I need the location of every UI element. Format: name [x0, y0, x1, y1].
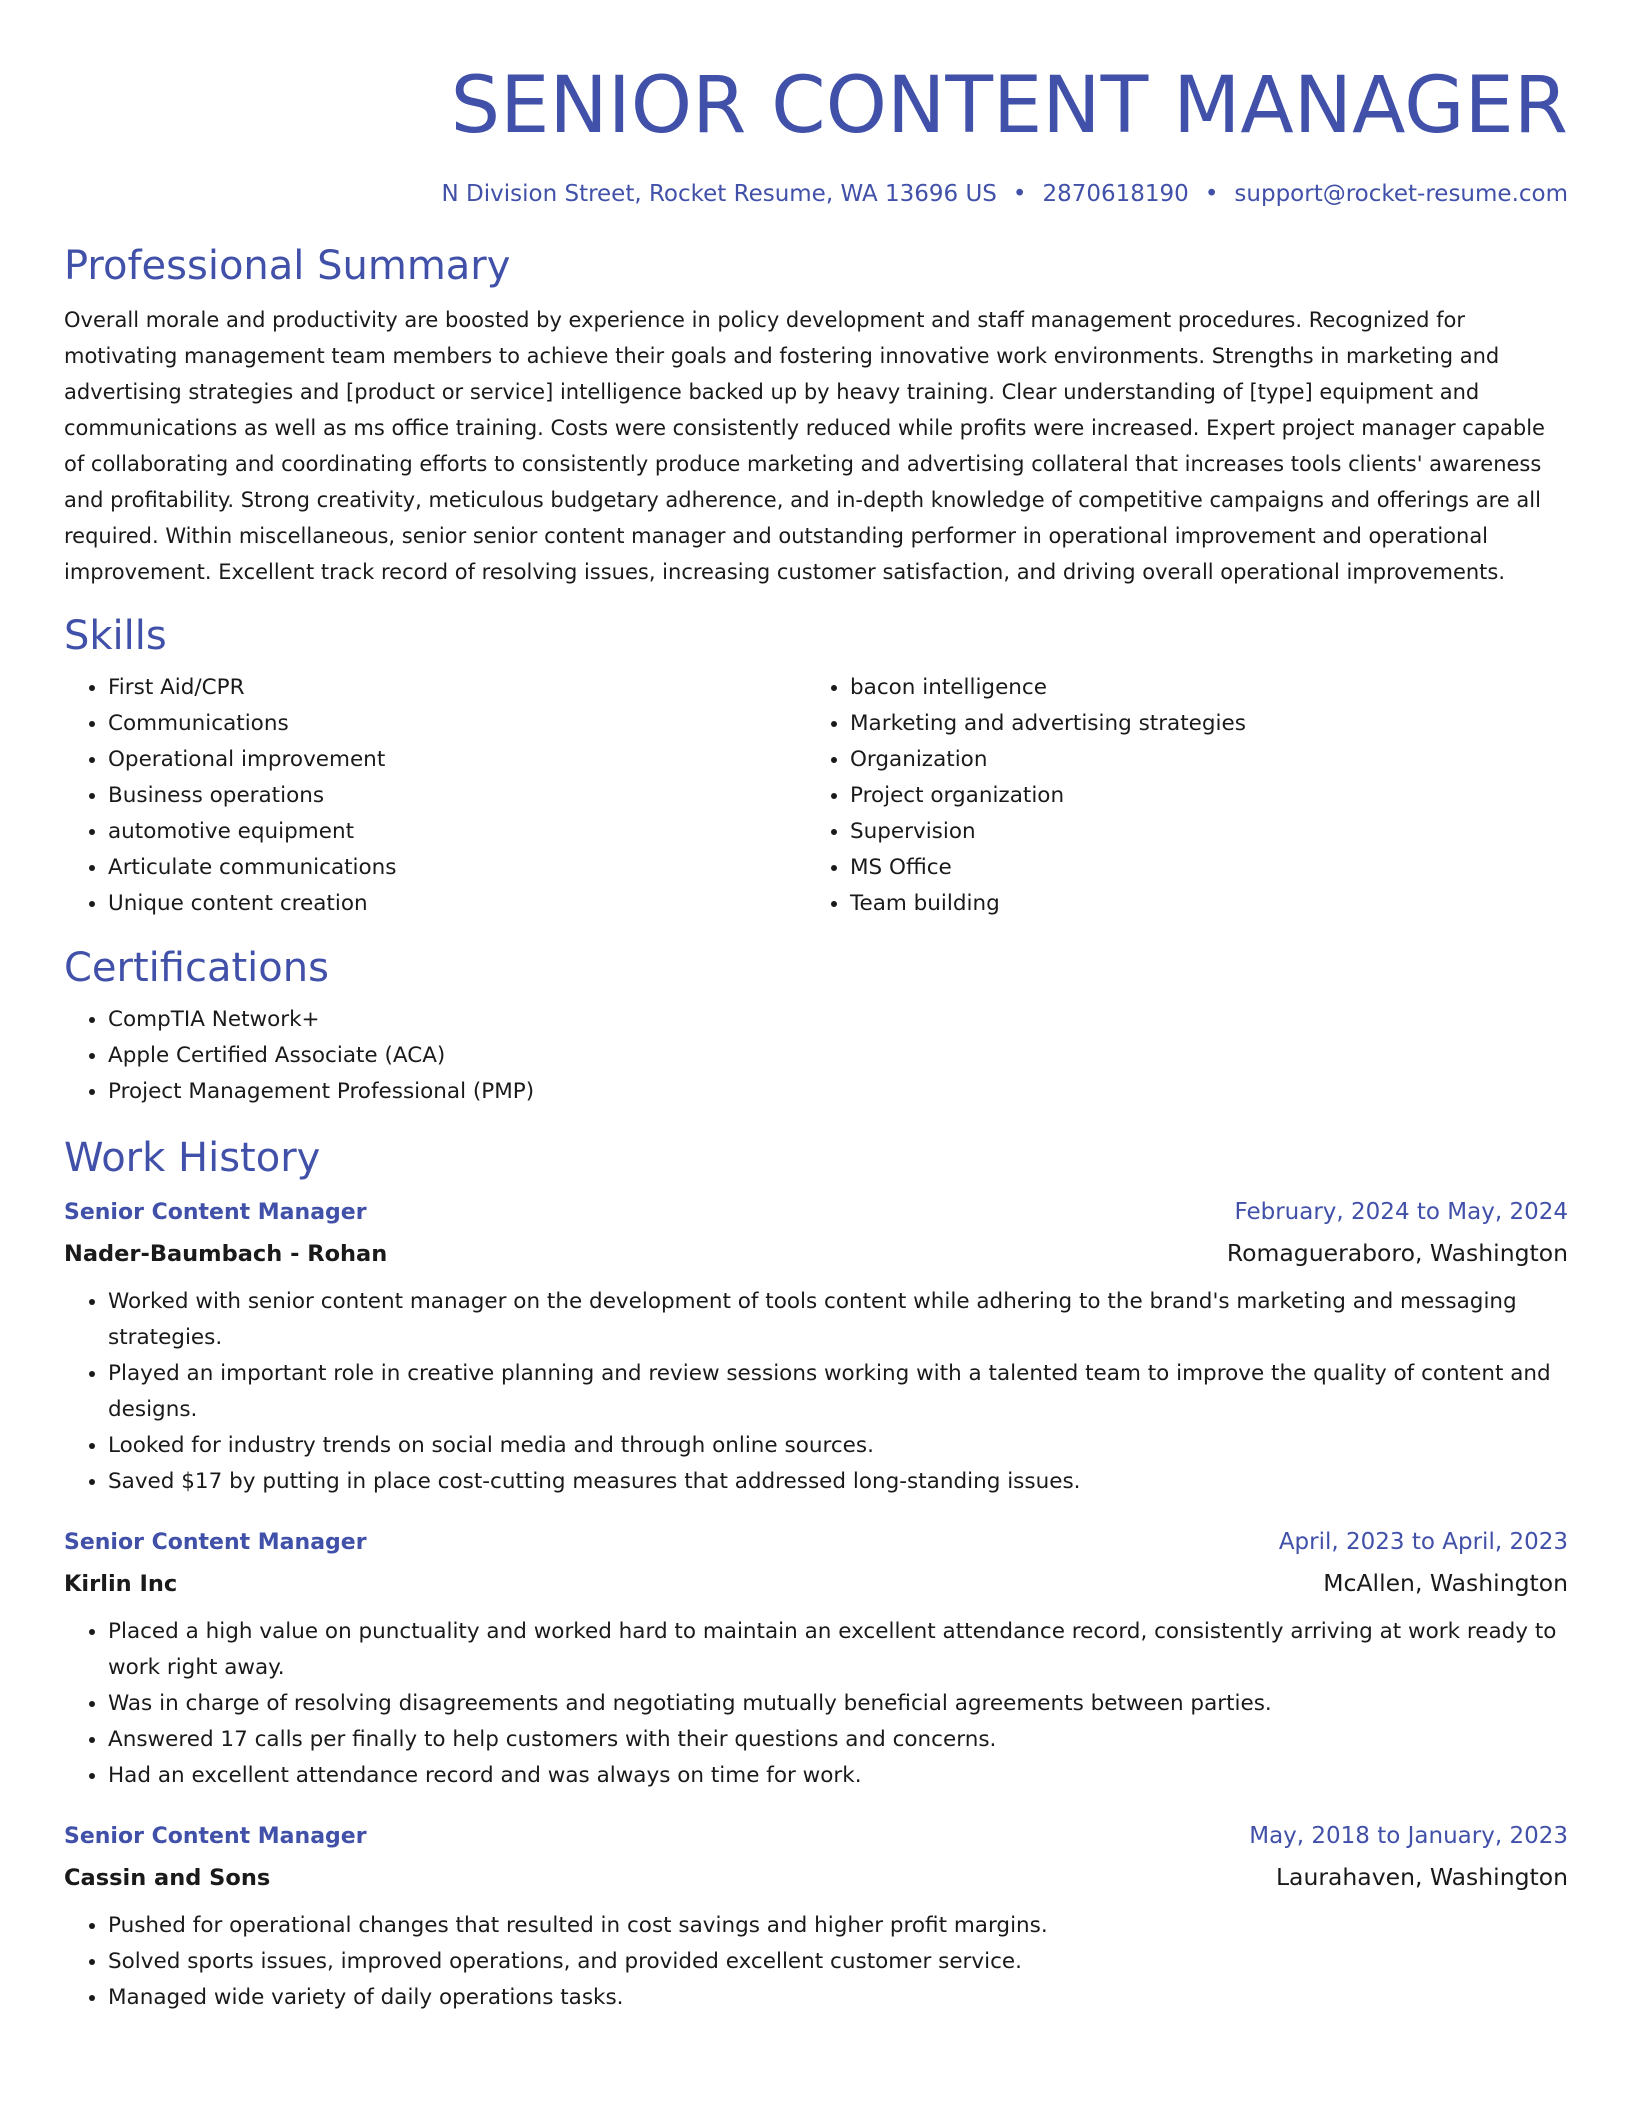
- work-history-section: [64, 1132, 1568, 2016]
- job-company-row: [64, 1563, 1568, 1604]
- skill-item: • Unique content creation: [108, 886, 806, 922]
- certification-item: • CompTIA Network+: [108, 1002, 1568, 1038]
- section-heading-certifications: Certifications: [64, 945, 329, 991]
- job-location: Laurahaven, Washington: [1275, 1863, 1568, 1891]
- job-bullets: [64, 1908, 1568, 2016]
- skill-item: • Marketing and advertising strategies: [850, 706, 1548, 742]
- skill-item: • bacon intelligence: [850, 670, 1548, 706]
- section-heading-skills: Skills: [64, 613, 167, 659]
- job-entry: [64, 1522, 1568, 1794]
- resume-title: SENIOR CONTENT MANAGER: [450, 61, 1568, 151]
- job-bullet: • Looked for industry trends on social media and through online sources.: [108, 1428, 1568, 1464]
- skills-list-right: [806, 670, 1548, 922]
- job-title: Senior Content Manager: [64, 1824, 367, 1849]
- summary-text: Overall morale and productivity are boosted by experience in policy development and staff management procedures. Recognized for motivating management team members to achieve their goals and fostering innovative work environments. Strengths in marketing and advertising strategies and [product or service] intelligence backed up by heavy training. Clear understanding of [type] equipment and communications as well as ms office training. Costs were consistently reduced while profits were increased. Expert project manager capable of collaborating and coordinating efforts to consistently produce marketing and advertising collateral that increases tools clients' awareness and profitability. Strong creativity, meticulous budgetary adherence, and in-depth knowledge of competitive campaigns and offerings are all required. Within miscellaneous, senior senior content manager and outstanding performer in operational improvement and operational improvement. Excellent track record of resolving issues, increasing customer satisfaction, and driving overall operational improvements.: [64, 308, 1545, 584]
- skill-item: • Business operations: [108, 778, 806, 814]
- job-company-row: [64, 1233, 1568, 1274]
- skill-item: • automotive equipment: [108, 814, 806, 850]
- job-location: McAllen, Washington: [1323, 1569, 1568, 1597]
- job-company-row: [64, 1857, 1568, 1898]
- skills-column-right: [806, 670, 1548, 922]
- job-title-row: [64, 1192, 1568, 1233]
- contact-address: N Division Street, Rocket Resume, WA 13696 US: [441, 181, 997, 207]
- job-bullet: • Played an important role in creative planning and review sessions working with a talented team to improve the quality of content and designs.: [108, 1356, 1568, 1428]
- job-company: Nader-Baumbach - Rohan: [64, 1241, 388, 1267]
- job-title: Senior Content Manager: [64, 1530, 367, 1555]
- skills-grid: [64, 670, 1568, 922]
- certification-item: • Apple Certified Associate (ACA): [108, 1038, 1568, 1074]
- resume-page: [64, 0, 1568, 2016]
- professional-summary-section: [64, 240, 1568, 590]
- skill-item: • Articulate communications: [108, 850, 806, 886]
- job-entry: [64, 1816, 1568, 2016]
- job-bullet: • Placed a high value on punctuality and worked hard to maintain an excellent attendance record, consistently arriving at work ready to work right away.: [108, 1614, 1568, 1686]
- contact-separator: •: [1204, 181, 1219, 207]
- certification-item: • Project Management Professional (PMP): [108, 1074, 1568, 1110]
- section-heading-summary: Professional Summary: [64, 243, 511, 289]
- skill-item: • First Aid/CPR: [108, 670, 806, 706]
- job-bullets: [64, 1284, 1568, 1500]
- job-bullet: • Was in charge of resolving disagreements and negotiating mutually beneficial agreements between parties.: [108, 1686, 1568, 1722]
- job-company: Kirlin Inc: [64, 1571, 178, 1597]
- job-bullet: • Worked with senior content manager on the development of tools content while adhering to the brand's marketing and messaging strategies.: [108, 1284, 1568, 1356]
- skills-list-left: [64, 670, 806, 922]
- skill-item: • Team building: [850, 886, 1548, 922]
- job-dates: April, 2023 to April, 2023: [1278, 1529, 1568, 1555]
- skill-item: • Project organization: [850, 778, 1548, 814]
- contact-email[interactable]: support@rocket-resume.com: [1234, 181, 1568, 207]
- job-location: Romagueraboro, Washington: [1226, 1239, 1568, 1267]
- contact-separator: •: [1012, 181, 1027, 207]
- job-bullet: • Had an excellent attendance record and was always on time for work.: [108, 1758, 1568, 1794]
- contact-line: [64, 178, 1568, 210]
- skills-section: [64, 610, 1568, 922]
- skill-item: • Organization: [850, 742, 1548, 778]
- job-company: Cassin and Sons: [64, 1865, 271, 1891]
- section-heading-work-history: Work History: [64, 1135, 321, 1181]
- job-bullet: • Answered 17 calls per finally to help customers with their questions and concerns.: [108, 1722, 1568, 1758]
- skill-item: • Communications: [108, 706, 806, 742]
- job-bullet: • Saved $17 by putting in place cost-cutting measures that addressed long-standing issues.: [108, 1464, 1568, 1500]
- certifications-section: [64, 942, 1568, 1110]
- skill-item: • Operational improvement: [108, 742, 806, 778]
- job-dates: May, 2018 to January, 2023: [1249, 1823, 1568, 1849]
- skills-column-left: [64, 670, 806, 922]
- job-entry: [64, 1192, 1568, 1500]
- contact-phone[interactable]: 2870618190: [1042, 181, 1189, 207]
- job-title-row: [64, 1522, 1568, 1563]
- skill-item: • MS Office: [850, 850, 1548, 886]
- job-title-row: [64, 1816, 1568, 1857]
- job-bullet: • Solved sports issues, improved operations, and provided excellent customer service.: [108, 1944, 1568, 1980]
- job-bullets: [64, 1614, 1568, 1794]
- certifications-list: [64, 1002, 1568, 1110]
- job-title: Senior Content Manager: [64, 1200, 367, 1225]
- job-bullet: • Pushed for operational changes that resulted in cost savings and higher profit margins.: [108, 1908, 1568, 1944]
- skill-item: • Supervision: [850, 814, 1548, 850]
- job-bullet: • Managed wide variety of daily operations tasks.: [108, 1980, 1568, 2016]
- job-dates: February, 2024 to May, 2024: [1234, 1199, 1568, 1225]
